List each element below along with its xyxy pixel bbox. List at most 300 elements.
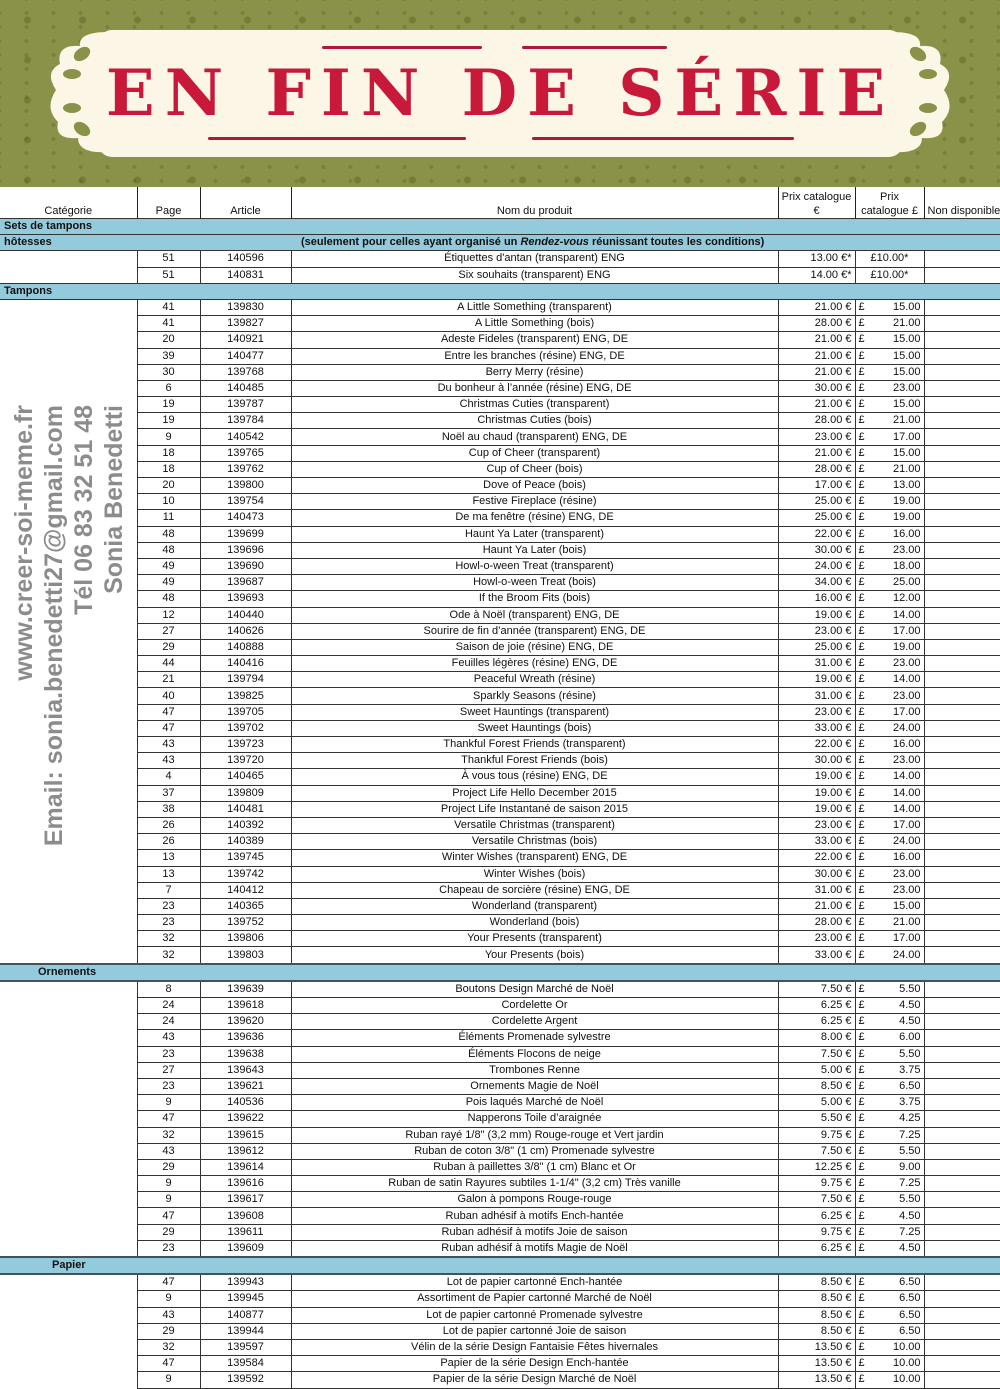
product-name-cell: Wonderland (bois) <box>291 915 778 931</box>
table-row[interactable] <box>0 898 1000 914</box>
price-gbp-cell: 19.00 <box>869 510 924 526</box>
unavailable-checkbox-cell[interactable] <box>924 834 1000 850</box>
pound-symbol: £ <box>855 316 869 332</box>
unavailable-checkbox-cell[interactable] <box>924 1176 1000 1192</box>
price-eur-cell: 19.00 € <box>778 672 855 688</box>
unavailable-checkbox-cell[interactable] <box>924 1372 1000 1388</box>
table-row[interactable] <box>0 704 1000 720</box>
unavailable-checkbox-cell[interactable] <box>924 1030 1000 1046</box>
unavailable-checkbox-cell[interactable] <box>924 251 1000 267</box>
table-row[interactable] <box>0 688 1000 704</box>
price-gbp-cell: 7.25 <box>869 1176 924 1192</box>
unavailable-checkbox-cell[interactable] <box>924 1274 1000 1291</box>
unavailable-checkbox-cell[interactable] <box>924 316 1000 332</box>
unavailable-checkbox-cell[interactable] <box>924 817 1000 833</box>
table-row[interactable] <box>0 769 1000 785</box>
table-row[interactable] <box>0 526 1000 542</box>
unavailable-checkbox-cell[interactable] <box>924 737 1000 753</box>
product-name-cell: If the Broom Fits (bois) <box>291 591 778 607</box>
page-cell: 30 <box>137 364 200 380</box>
table-row[interactable] <box>0 478 1000 494</box>
category-cell <box>0 688 137 704</box>
article-cell: 140412 <box>200 882 291 898</box>
unavailable-checkbox-cell[interactable] <box>924 639 1000 655</box>
category-cell <box>0 1176 137 1192</box>
table-row[interactable] <box>0 332 1000 348</box>
price-eur-cell: 33.00 € <box>778 947 855 964</box>
pound-symbol: £ <box>855 834 869 850</box>
table-row[interactable] <box>0 1240 1000 1257</box>
category-cell <box>0 1014 137 1030</box>
page-cell: 7 <box>137 882 200 898</box>
price-eur-cell: 21.00 € <box>778 364 855 380</box>
table-row[interactable] <box>0 542 1000 558</box>
page-cell: 47 <box>137 1356 200 1372</box>
price-gbp-cell: 4.50 <box>869 1240 924 1257</box>
article-cell: 140596 <box>200 251 291 267</box>
unavailable-checkbox-cell[interactable] <box>924 1062 1000 1078</box>
pound-symbol: £ <box>855 720 869 736</box>
unavailable-checkbox-cell[interactable] <box>924 558 1000 574</box>
category-cell <box>0 1274 137 1291</box>
page-cell: 18 <box>137 461 200 477</box>
table-row[interactable] <box>0 429 1000 445</box>
unavailable-checkbox-cell[interactable] <box>924 542 1000 558</box>
page-cell: 43 <box>137 1030 200 1046</box>
product-name-cell: A Little Something (transparent) <box>291 299 778 315</box>
price-gbp-cell: 15.00 <box>869 397 924 413</box>
category-cell <box>0 397 137 413</box>
product-name-cell: Ornements Magie de Noël <box>291 1078 778 1094</box>
unavailable-checkbox-cell[interactable] <box>924 785 1000 801</box>
pound-symbol: £ <box>855 639 869 655</box>
table-row[interactable] <box>0 1095 1000 1111</box>
article-cell: 139720 <box>200 753 291 769</box>
unavailable-checkbox-cell[interactable] <box>924 299 1000 315</box>
page-cell: 47 <box>137 1111 200 1127</box>
table-row[interactable] <box>0 737 1000 753</box>
article-cell: 139636 <box>200 1030 291 1046</box>
category-cell <box>0 817 137 833</box>
unavailable-checkbox-cell[interactable] <box>924 1014 1000 1030</box>
article-cell: 139608 <box>200 1208 291 1224</box>
article-cell: 139787 <box>200 397 291 413</box>
unavailable-checkbox-cell[interactable] <box>924 461 1000 477</box>
table-row[interactable] <box>0 1323 1000 1339</box>
page-cell: 13 <box>137 866 200 882</box>
unavailable-checkbox-cell[interactable] <box>924 801 1000 817</box>
pound-symbol: £ <box>855 575 869 591</box>
page-cell: 21 <box>137 672 200 688</box>
table-row[interactable] <box>0 558 1000 574</box>
price-eur-cell: 16.00 € <box>778 591 855 607</box>
price-eur-cell: 23.00 € <box>778 817 855 833</box>
pound-symbol: £ <box>855 1176 869 1192</box>
page-cell: 11 <box>137 510 200 526</box>
table-row[interactable] <box>0 720 1000 736</box>
article-cell: 139765 <box>200 445 291 461</box>
product-name-cell: Christmas Cuties (bois) <box>291 413 778 429</box>
unavailable-checkbox-cell[interactable] <box>924 445 1000 461</box>
price-gbp-cell: 4.25 <box>869 1111 924 1127</box>
category-cell <box>0 1208 137 1224</box>
table-row[interactable] <box>0 1307 1000 1323</box>
price-gbp-cell: 7.25 <box>869 1224 924 1240</box>
unavailable-checkbox-cell[interactable] <box>924 656 1000 672</box>
product-name-cell: Six souhaits (transparent) ENG <box>291 267 778 283</box>
category-cell <box>0 866 137 882</box>
price-gbp-cell: 10.00 <box>869 1339 924 1355</box>
table-row[interactable] <box>0 445 1000 461</box>
price-gbp-cell: 14.00 <box>869 672 924 688</box>
article-cell: 139639 <box>200 981 291 998</box>
table-row[interactable] <box>0 947 1000 964</box>
article-cell: 139618 <box>200 998 291 1014</box>
table-row[interactable] <box>0 1127 1000 1143</box>
product-name-cell: Dove of Peace (bois) <box>291 478 778 494</box>
product-name-cell: A Little Something (bois) <box>291 316 778 332</box>
price-eur-cell: 9.75 € <box>778 1176 855 1192</box>
unavailable-checkbox-cell[interactable] <box>924 364 1000 380</box>
article-cell: 139830 <box>200 299 291 315</box>
page-cell: 9 <box>137 429 200 445</box>
page-cell: 23 <box>137 1240 200 1257</box>
price-gbp-cell: 3.75 <box>869 1062 924 1078</box>
unavailable-checkbox-cell[interactable] <box>924 575 1000 591</box>
pound-symbol: £ <box>855 817 869 833</box>
unavailable-checkbox-cell[interactable] <box>924 1339 1000 1355</box>
article-cell: 139696 <box>200 542 291 558</box>
pound-symbol: £ <box>855 1095 869 1111</box>
unavailable-checkbox-cell[interactable] <box>924 267 1000 283</box>
category-cell <box>0 672 137 688</box>
product-name-cell: Berry Merry (résine) <box>291 364 778 380</box>
unavailable-checkbox-cell[interactable] <box>924 380 1000 396</box>
table-row[interactable] <box>0 1030 1000 1046</box>
pound-symbol: £ <box>855 461 869 477</box>
page-cell: 48 <box>137 542 200 558</box>
unavailable-checkbox-cell[interactable] <box>924 623 1000 639</box>
category-cell <box>0 510 137 526</box>
table-row[interactable] <box>0 267 1000 283</box>
category-cell <box>0 947 137 964</box>
product-name-cell: Sweet Hauntings (transparent) <box>291 704 778 720</box>
page-cell: 44 <box>137 656 200 672</box>
table-row[interactable] <box>0 1208 1000 1224</box>
table-row[interactable] <box>0 1291 1000 1307</box>
price-eur-cell: 30.00 € <box>778 380 855 396</box>
table-row[interactable] <box>0 998 1000 1014</box>
article-cell: 139638 <box>200 1046 291 1062</box>
table-row[interactable] <box>0 397 1000 413</box>
unavailable-checkbox-cell[interactable] <box>924 882 1000 898</box>
table-row[interactable] <box>0 1192 1000 1208</box>
article-cell: 139705 <box>200 704 291 720</box>
table-row[interactable] <box>0 753 1000 769</box>
article-cell: 139944 <box>200 1323 291 1339</box>
pound-symbol: £ <box>855 364 869 380</box>
price-eur-cell: 6.25 € <box>778 1208 855 1224</box>
unavailable-checkbox-cell[interactable] <box>924 478 1000 494</box>
price-eur-cell: 8.50 € <box>778 1291 855 1307</box>
article-cell: 139752 <box>200 915 291 931</box>
table-row[interactable] <box>0 1176 1000 1192</box>
table-row[interactable] <box>0 299 1000 315</box>
product-name-cell: Noël au chaud (transparent) ENG, DE <box>291 429 778 445</box>
section-note-text: (seulement pour celles ayant organisé un <box>301 236 521 249</box>
unavailable-checkbox-cell[interactable] <box>924 1159 1000 1175</box>
category-cell <box>0 785 137 801</box>
page-cell: 27 <box>137 623 200 639</box>
table-row[interactable] <box>0 623 1000 639</box>
table-row[interactable] <box>0 1143 1000 1159</box>
table-row[interactable] <box>0 364 1000 380</box>
product-name-cell: Cordelette Or <box>291 998 778 1014</box>
table-row[interactable] <box>0 494 1000 510</box>
category-cell <box>0 575 137 591</box>
table-row[interactable] <box>0 1224 1000 1240</box>
unavailable-checkbox-cell[interactable] <box>924 1095 1000 1111</box>
category-cell <box>0 429 137 445</box>
price-gbp-cell: 24.00 <box>869 720 924 736</box>
table-row[interactable] <box>0 413 1000 429</box>
table-row[interactable] <box>0 656 1000 672</box>
article-cell: 139699 <box>200 526 291 542</box>
table-row[interactable] <box>0 1372 1000 1388</box>
pound-symbol: £ <box>855 1291 869 1307</box>
unavailable-checkbox-cell[interactable] <box>924 1208 1000 1224</box>
category-cell <box>0 558 137 574</box>
contact-phone: Tél 06 83 32 51 48 <box>70 405 98 615</box>
col-unavailable: Non disponible <box>924 187 1000 219</box>
product-name-cell: Cordelette Argent <box>291 1014 778 1030</box>
category-cell <box>0 1095 137 1111</box>
table-row[interactable] <box>0 1046 1000 1062</box>
product-name-cell: Papier de la série Design Marché de Noël <box>291 1372 778 1388</box>
product-name-cell: Éléments Flocons de neige <box>291 1046 778 1062</box>
pound-symbol: £ <box>855 1014 869 1030</box>
price-gbp-cell: 15.00 <box>869 364 924 380</box>
table-row[interactable] <box>0 1078 1000 1094</box>
unavailable-checkbox-cell[interactable] <box>924 1323 1000 1339</box>
table-header-row <box>0 187 1000 219</box>
table-row[interactable] <box>0 639 1000 655</box>
unavailable-checkbox-cell[interactable] <box>924 413 1000 429</box>
unavailable-checkbox-cell[interactable] <box>924 672 1000 688</box>
unavailable-checkbox-cell[interactable] <box>924 1111 1000 1127</box>
unavailable-checkbox-cell[interactable] <box>924 947 1000 964</box>
unavailable-checkbox-cell[interactable] <box>924 1143 1000 1159</box>
table-row[interactable] <box>0 785 1000 801</box>
table-row[interactable] <box>0 981 1000 998</box>
price-eur-cell: 13.00 €* <box>778 251 855 267</box>
table-row[interactable] <box>0 575 1000 591</box>
category-cell <box>0 251 137 267</box>
unavailable-checkbox-cell[interactable] <box>924 1224 1000 1240</box>
section-title-line2: hôtesses <box>0 235 291 251</box>
price-eur-cell: 13.50 € <box>778 1372 855 1388</box>
table-row[interactable] <box>0 1111 1000 1127</box>
unavailable-checkbox-cell[interactable] <box>924 720 1000 736</box>
table-row[interactable] <box>0 1062 1000 1078</box>
price-gbp-cell: 6.50 <box>869 1307 924 1323</box>
category-cell <box>0 478 137 494</box>
table-row[interactable] <box>0 817 1000 833</box>
price-gbp-cell: 15.00 <box>869 348 924 364</box>
category-cell <box>0 882 137 898</box>
category-cell <box>0 769 137 785</box>
table-row[interactable] <box>0 461 1000 477</box>
table-row[interactable] <box>0 834 1000 850</box>
pound-symbol: £ <box>855 704 869 720</box>
table-row[interactable] <box>0 882 1000 898</box>
unavailable-checkbox-cell[interactable] <box>924 998 1000 1014</box>
article-cell: 139609 <box>200 1240 291 1257</box>
page-cell: 43 <box>137 1143 200 1159</box>
contact-email[interactable]: Email: sonia.benedetti27@gmail.com <box>40 405 68 847</box>
unavailable-checkbox-cell[interactable] <box>924 397 1000 413</box>
product-name-cell: Versatile Christmas (bois) <box>291 834 778 850</box>
table-row[interactable] <box>0 1014 1000 1030</box>
table-row[interactable] <box>0 801 1000 817</box>
article-cell: 140921 <box>200 332 291 348</box>
price-gbp-cell: 6.50 <box>869 1274 924 1291</box>
category-cell <box>0 526 137 542</box>
table-row[interactable] <box>0 931 1000 947</box>
article-cell: 139800 <box>200 478 291 494</box>
pound-symbol: £ <box>855 1046 869 1062</box>
unavailable-checkbox-cell[interactable] <box>924 866 1000 882</box>
price-eur-cell: 23.00 € <box>778 704 855 720</box>
unavailable-checkbox-cell[interactable] <box>924 348 1000 364</box>
price-gbp-cell: 17.00 <box>869 817 924 833</box>
table-row[interactable] <box>0 607 1000 623</box>
price-gbp-cell: 23.00 <box>869 656 924 672</box>
page-cell: 47 <box>137 704 200 720</box>
unavailable-checkbox-cell[interactable] <box>924 915 1000 931</box>
price-eur-cell: 21.00 € <box>778 397 855 413</box>
pound-symbol: £ <box>855 688 869 704</box>
price-eur-cell: 31.00 € <box>778 656 855 672</box>
unavailable-checkbox-cell[interactable] <box>924 429 1000 445</box>
page-cell: 20 <box>137 478 200 494</box>
table-row[interactable] <box>0 1356 1000 1372</box>
table-row[interactable] <box>0 251 1000 267</box>
category-cell <box>0 1291 137 1307</box>
page-cell: 9 <box>137 1372 200 1388</box>
table-row[interactable] <box>0 850 1000 866</box>
table-row[interactable] <box>0 348 1000 364</box>
unavailable-checkbox-cell[interactable] <box>924 332 1000 348</box>
unavailable-checkbox-cell[interactable] <box>924 898 1000 914</box>
section-title: Papier <box>0 1257 1000 1274</box>
table-row[interactable] <box>0 1339 1000 1355</box>
category-cell <box>0 332 137 348</box>
col-price-eur-line1: Prix catalogue <box>781 191 852 203</box>
pound-symbol: £ <box>855 429 869 445</box>
unavailable-checkbox-cell[interactable] <box>924 1046 1000 1062</box>
page-cell: 24 <box>137 998 200 1014</box>
price-eur-cell: 12.25 € <box>778 1159 855 1175</box>
article-cell: 139809 <box>200 785 291 801</box>
page-cell: 38 <box>137 801 200 817</box>
article-cell: 139616 <box>200 1176 291 1192</box>
product-name-cell: Cup of Cheer (transparent) <box>291 445 778 461</box>
product-name-cell: Sourire de fin d’année (transparent) ENG, DE <box>291 623 778 639</box>
contact-website[interactable]: www.creer-soi-meme.fr <box>10 405 38 681</box>
article-cell: 139827 <box>200 316 291 332</box>
col-page: Page <box>137 187 200 219</box>
table-row[interactable] <box>0 380 1000 396</box>
unavailable-checkbox-cell[interactable] <box>924 510 1000 526</box>
article-cell: 140440 <box>200 607 291 623</box>
category-cell <box>0 981 137 998</box>
pound-symbol: £ <box>855 769 869 785</box>
unavailable-checkbox-cell[interactable] <box>924 494 1000 510</box>
unavailable-checkbox-cell[interactable] <box>924 753 1000 769</box>
page-cell: 24 <box>137 1014 200 1030</box>
page-cell: 26 <box>137 817 200 833</box>
price-gbp-cell: 16.00 <box>869 850 924 866</box>
table-row[interactable] <box>0 510 1000 526</box>
table-row[interactable] <box>0 1159 1000 1175</box>
unavailable-checkbox-cell[interactable] <box>924 1127 1000 1143</box>
table-row[interactable] <box>0 591 1000 607</box>
unavailable-checkbox-cell[interactable] <box>924 1356 1000 1372</box>
article-cell: 139768 <box>200 364 291 380</box>
unavailable-checkbox-cell[interactable] <box>924 931 1000 947</box>
product-name-cell: Du bonheur à l’année (résine) ENG, DE <box>291 380 778 396</box>
price-eur-cell: 22.00 € <box>778 737 855 753</box>
unavailable-checkbox-cell[interactable] <box>924 526 1000 542</box>
unavailable-checkbox-cell[interactable] <box>924 607 1000 623</box>
unavailable-checkbox-cell[interactable] <box>924 1307 1000 1323</box>
price-gbp-cell: 16.00 <box>869 737 924 753</box>
unavailable-checkbox-cell[interactable] <box>924 591 1000 607</box>
category-cell <box>0 316 137 332</box>
product-name-cell: Thankful Forest Friends (bois) <box>291 753 778 769</box>
table-row[interactable] <box>0 672 1000 688</box>
table-row[interactable] <box>0 915 1000 931</box>
table-row[interactable] <box>0 316 1000 332</box>
category-cell <box>0 1192 137 1208</box>
price-eur-cell: 6.25 € <box>778 998 855 1014</box>
table-row[interactable] <box>0 1274 1000 1291</box>
unavailable-checkbox-cell[interactable] <box>924 1240 1000 1257</box>
pound-symbol: £ <box>855 348 869 364</box>
price-eur-cell: 21.00 € <box>778 348 855 364</box>
unavailable-checkbox-cell[interactable] <box>924 850 1000 866</box>
unavailable-checkbox-cell[interactable] <box>924 769 1000 785</box>
col-price-gbp <box>855 187 924 219</box>
price-eur-cell: 33.00 € <box>778 720 855 736</box>
unavailable-checkbox-cell[interactable] <box>924 704 1000 720</box>
product-name-cell: Lot de papier cartonné Promenade sylvestre <box>291 1307 778 1323</box>
article-cell: 139597 <box>200 1339 291 1355</box>
unavailable-checkbox-cell[interactable] <box>924 688 1000 704</box>
price-gbp-cell: 21.00 <box>869 461 924 477</box>
unavailable-checkbox-cell[interactable] <box>924 1078 1000 1094</box>
pound-symbol: £ <box>855 1307 869 1323</box>
unavailable-checkbox-cell[interactable] <box>924 1192 1000 1208</box>
unavailable-checkbox-cell[interactable] <box>924 1291 1000 1307</box>
table-row[interactable] <box>0 866 1000 882</box>
page-cell: 9 <box>137 1291 200 1307</box>
price-gbp-cell: 15.00 <box>869 332 924 348</box>
unavailable-checkbox-cell[interactable] <box>924 981 1000 998</box>
section-header-row <box>0 219 1000 235</box>
product-name-cell: Chapeau de sorcière (résine) ENG, DE <box>291 882 778 898</box>
